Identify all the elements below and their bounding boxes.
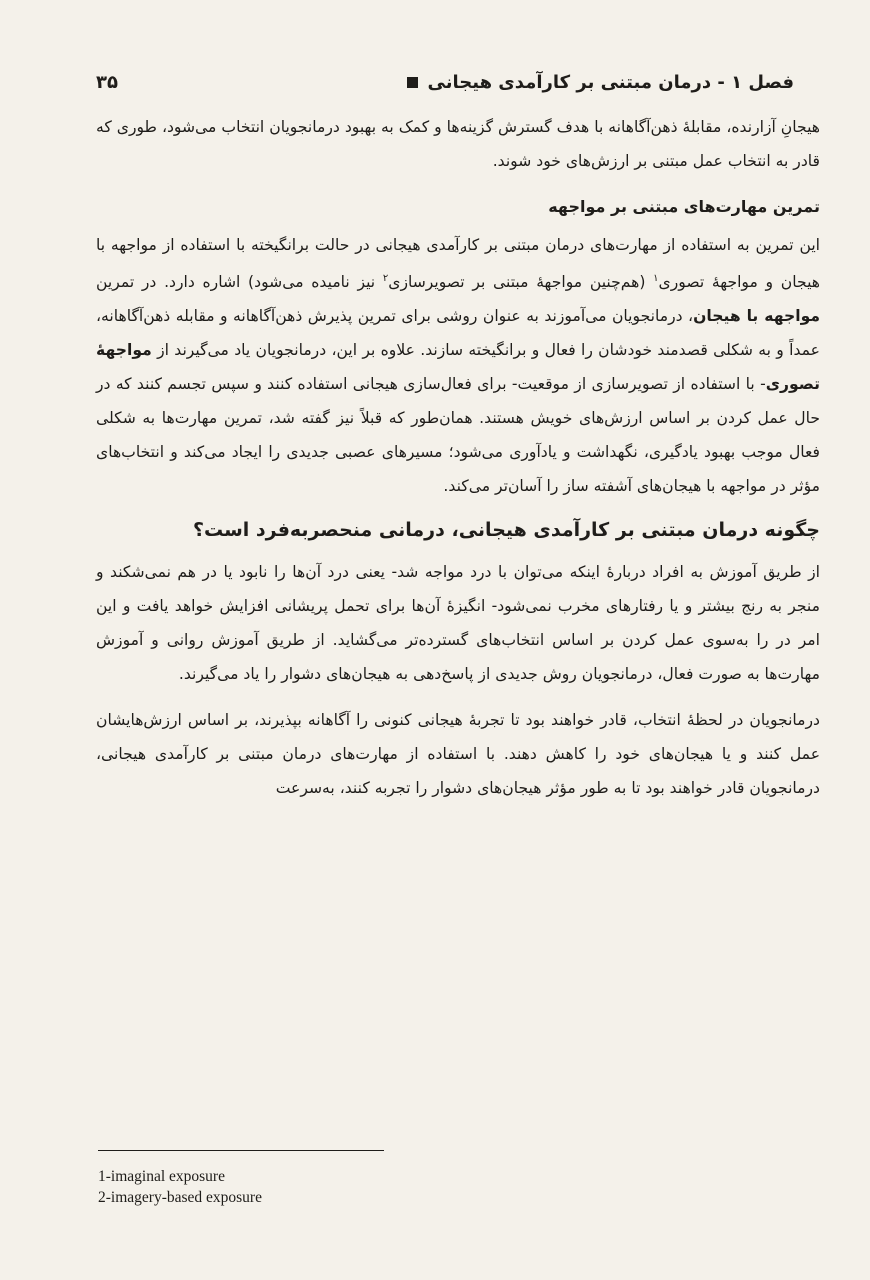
- text-run: نیز نامیده می‌شود) اشاره دارد. در تمرین: [96, 273, 383, 292]
- page-body: [96, 110, 820, 813]
- footnote-divider: [98, 1150, 384, 1151]
- page-number: ۳۵: [96, 71, 118, 93]
- square-bullet-icon: [407, 77, 418, 88]
- paragraph-choice: درمانجویان در لحظهٔ انتخاب، قادر خواهند بود تا تجربهٔ هیجانی کنونی را آگاهانه بپذیرند، بر اساس ارزش‌هایشان عمل کنند و یا هیجان‌های خود را کاهش دهند. با استفاده از مهارت‌های درمان مبتنی بر کارآمدی هیجانی، درمانجویان قادر خواهند بود تا به طور مؤثر هیجان‌های دشوار را تجربه کنند، به‌سرعت: [96, 711, 820, 798]
- bold-term-imaginal-exposure: مواجههٔ تصوری: [96, 341, 820, 394]
- footnotes: [98, 1166, 262, 1208]
- paragraph-intro: هیجانِ آزارنده، مقابلهٔ ذهن‌آگاهانه با هدف گسترش گزینه‌ها و کمک به بهبود درمانجویان انتخاب می‌شود، طوری که قادر به انتخاب عمل مبتنی بر ارزش‌های خود شوند.: [96, 118, 820, 170]
- header-title-group: [407, 72, 794, 93]
- text-run: - با استفاده از تصویرسازی از موقعیت- برای فعال‌سازی هیجانی استفاده کنند و سپس تجسم کنند که در حال عمل کردن بر اساس ارزش‌های خویش هستند. همان‌طور که قبلاً نیز گفته شد، تمرین مهارت‌ها به شکلی فعال موجب بهبود یادگیری، نگهداشت و یادآوری می‌شود؛ مسیرهای عصبی جدیدی را ایجاد می‌کند و انتخاب‌های مؤثر در مواجهه با هیجان‌های آشفته ساز را آسان‌تر می‌کند.: [96, 375, 820, 496]
- footnote-1: 1-imaginal exposure: [98, 1168, 225, 1185]
- footnote-2: 2-imagery-based exposure: [98, 1189, 262, 1206]
- paragraph-exposure: [96, 228, 820, 503]
- footnote-marker-2: ۲: [382, 273, 389, 284]
- text-run: این تمرین به استفاده از مهارت‌های درمان مبتنی بر کارآمدی هیجانی در حالت برانگیخته با استفاده از مواجهه با هیجان و مواجههٔ تصوری: [96, 236, 820, 292]
- chapter-title: فصل ۱ - درمان مبتنی بر کارآمدی هیجانی: [427, 71, 794, 93]
- text-run: ، درمانجویان می‌آموزند به عنوان روشی برای تمرین پذیرش ذهن‌آگاهانه و مقابله ذهن‌آگاهانه، عمداً و به شکلی قصدمند خودشان را فعال و برانگیخته سازند. علاوه بر این، درمانجویان یاد می‌گیرند از: [96, 307, 820, 360]
- bold-term-emotion-exposure: مواجهه با هیجان: [693, 307, 820, 326]
- text-run: (هم‌چنین مواجههٔ مبتنی بر تصویرسازی: [388, 273, 654, 292]
- subheading-exposure-skills: تمرین مهارت‌های مبتنی بر مواجهه: [548, 197, 820, 216]
- paragraph-uniqueness: از طریق آموزش به افراد دربارهٔ اینکه می‌توان با درد مواجه شد- یعنی درد آن‌ها را نابود یا در هم نمی‌شکند و منجر به رنج بیشتر و یا رفتارهای مخرب نمی‌شود- انگیزهٔ آن‌ها برای تحمل پریشانی افزایش خواهد یافت و این امر در را به‌سوی عمل کردن بر اساس انتخاب‌های گسترده‌تر می‌گشاید. از طریق آموزش روانی و آموزش مهارت‌ها به صورت فعال، درمانجویان روش جدیدی از پاسخ‌دهی به هیجان‌های دشوار را یاد می‌گیرند.: [96, 563, 820, 684]
- page-header: [96, 62, 794, 102]
- section-heading: چگونه درمان مبتنی بر کارآمدی هیجانی، درمانی منحصربه‌فرد است؟: [192, 519, 820, 542]
- footnote-marker-1: ۱: [653, 273, 659, 284]
